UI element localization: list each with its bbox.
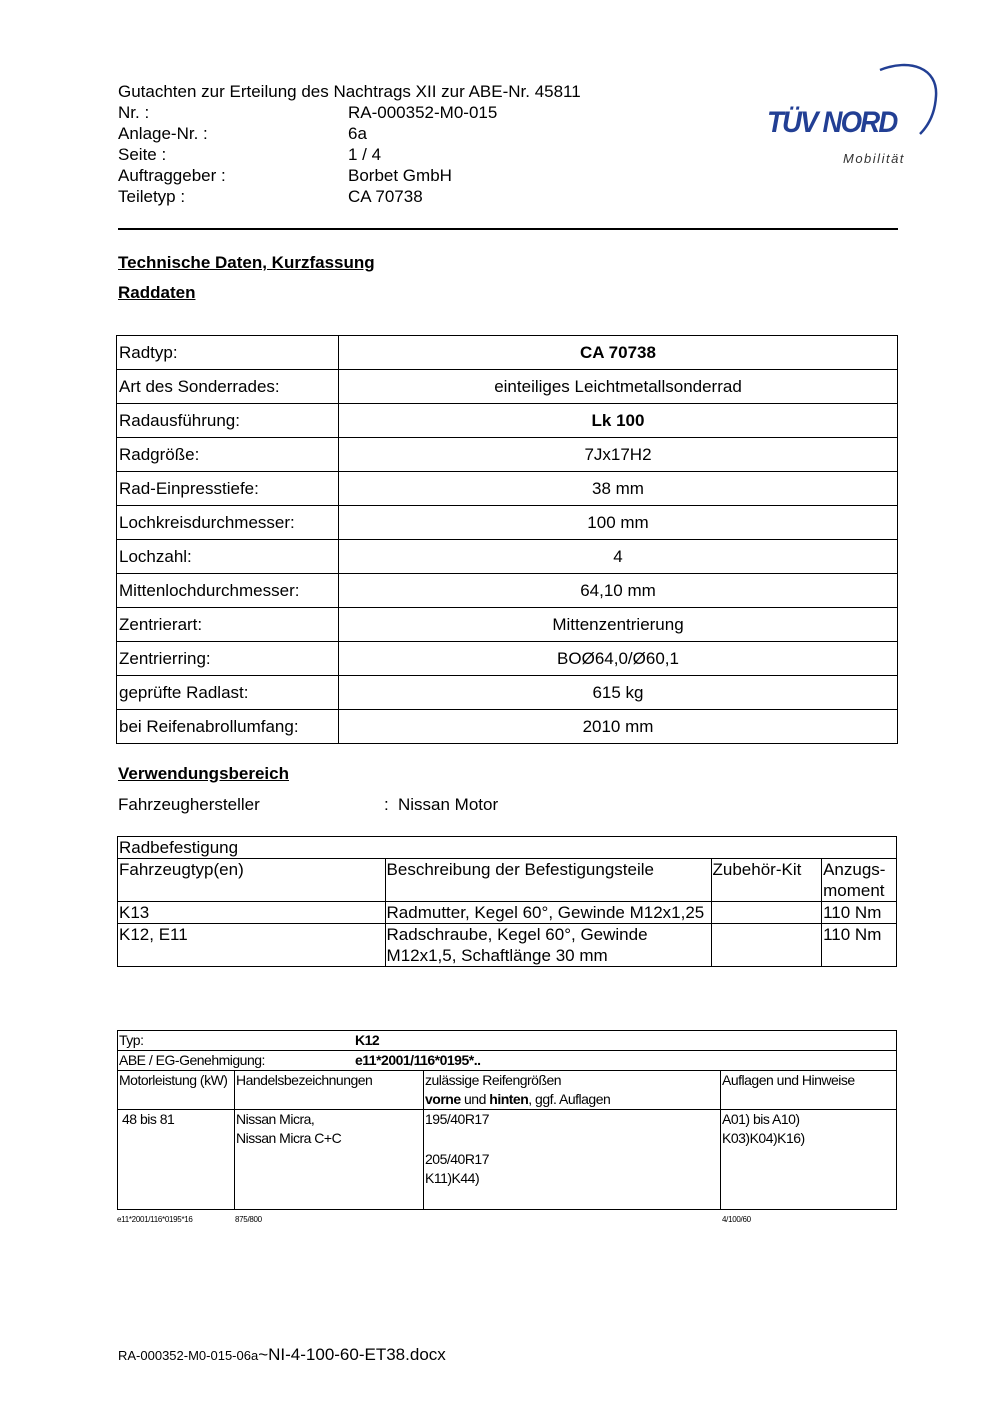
table-row: Radgröße: 7Jx17H2 [117,438,898,472]
table-header-row: Motorleistung (kW) Handelsbezeichnungen zulässige Reifengrößen vorne und hinten, ggf. Auflagen Auflagen und Hinweise [118,1071,897,1110]
fahrzeugtyp-table [117,1030,897,1210]
hersteller-separator: : [384,795,389,814]
table-row: Typ: K12 [118,1031,897,1051]
footnote-bolt: 4/100/60 [722,1215,751,1224]
section-verwendungsbereich: Verwendungsbereich [118,764,289,783]
radbefestigung-table [117,836,897,967]
header-divider [118,228,898,230]
table-row: bei Reifenabrollumfang: 2010 mm [117,710,898,744]
table-row: ABE / EG-Genehmigung: e11*2001/116*0195*.. [118,1051,897,1071]
hersteller-label: Fahrzeughersteller [118,795,260,814]
hersteller-value: Nissan Motor [398,795,499,814]
table-row: Radausführung: Lk 100 [117,404,898,438]
table-row: Radtyp: CA 70738 [117,336,898,370]
table-row: Zentrierart: Mittenzentrierung [117,608,898,642]
tuv-nord-logo: TÜV NORD [767,106,897,139]
table-row: Lochkreisdurchmesser: 100 mm [117,506,898,540]
table-row: Radbefestigung [118,837,897,859]
header-row-anlage: Anlage-Nr. : 6a [118,124,367,143]
table-row: K13 Radmutter, Kegel 60°, Gewinde M12x1,25 110 Nm [118,902,897,924]
table-header-row: Fahrzeugtyp(en) Beschreibung der Befestigungsteile Zubehör-Kit Anzugs-moment [118,859,897,902]
table-row: Zentrierring: BOØ64,0/Ø60,1 [117,642,898,676]
footer-filename: RA-000352-M0-015-06a~NI-4-100-60-ET38.docx [118,1345,446,1364]
raddaten-table [116,335,898,744]
table-row: geprüfte Radlast: 615 kg [117,676,898,710]
table-row: Lochzahl: 4 [117,540,898,574]
table-row: K12, E11 Radschraube, Kegel 60°, Gewinde M12x1,5, Schaftlänge 30 mm 110 Nm [118,924,897,967]
header-row-nr: Nr. : RA-000352-M0-015 [118,103,498,122]
document-title: Gutachten zur Erteilung des Nachtrags XII zur ABE-Nr. 45811 [118,82,581,101]
table-row: Art des Sonderrades: einteiliges Leichtmetallsonderrad [117,370,898,404]
footnote-approval: e11*2001/116*0195*16 [117,1215,193,1224]
table-row: Rad-Einpresstiefe: 38 mm [117,472,898,506]
section-technische-daten: Technische Daten, Kurzfassung [118,253,375,272]
section-raddaten: Raddaten [118,283,196,302]
footnote-size: 875/800 [235,1215,262,1224]
logo-subtitle: Mobilität [843,151,905,166]
header-row-seite: Seite : 1 / 4 [118,145,382,164]
table-row: 48 bis 81 Nissan Micra, Nissan Micra C+C 195/40R17 205/40R17 K11)K44) A01) bis A10) K03)K04)K16) [118,1110,897,1210]
header-row-teiletyp: Teiletyp : CA 70738 [118,187,423,206]
header-row-auftraggeber: Auftraggeber : Borbet GmbH [118,166,452,185]
table-row: Mittenlochdurchmesser: 64,10 mm [117,574,898,608]
